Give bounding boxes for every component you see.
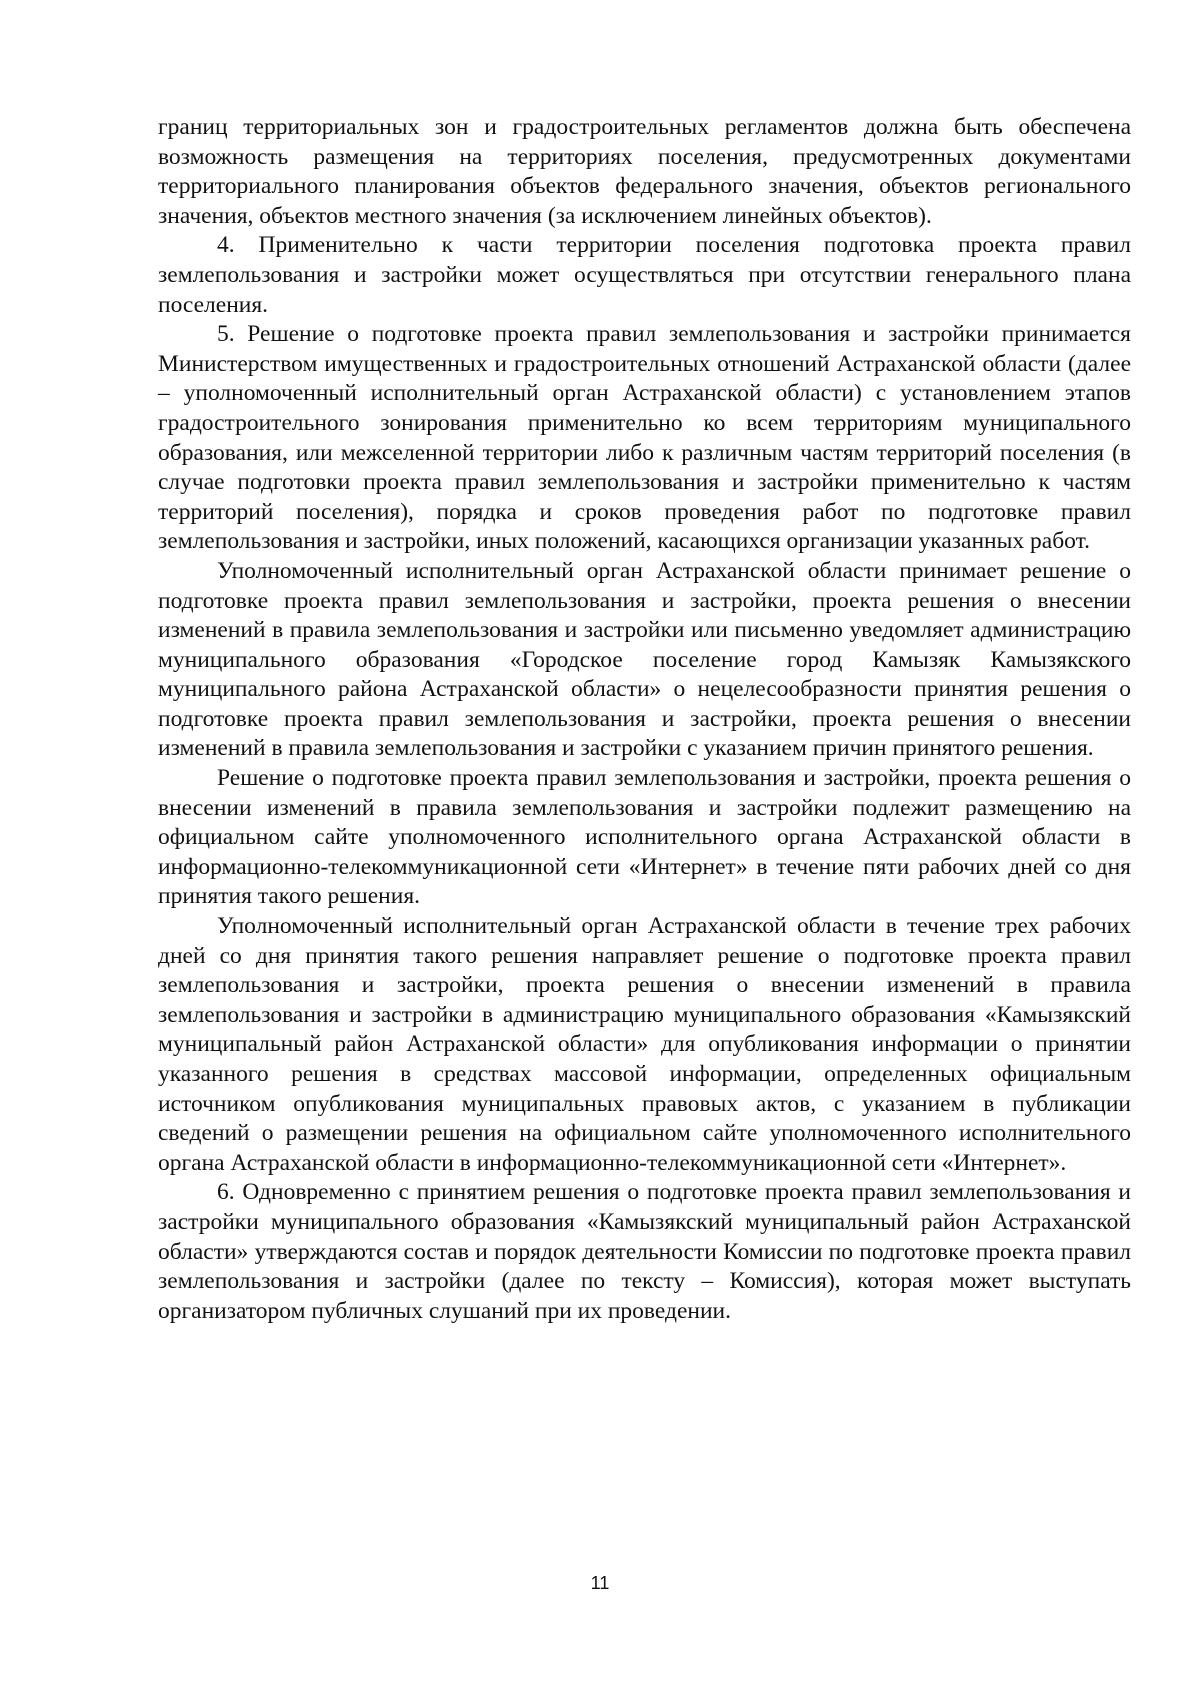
paragraph-item-6: 6. Одновременно с принятием решения о подготовке проекта правил землепользования и застройки муниципального образования «Камызякский муниципальный район Астраханской области» утверждаются состав и порядок деятельности Комиссии по подготовке проекта правил землепользования и застройки (далее по тексту – Комиссия), которая может выступать организатором публичных слушаний при их проведении.	[158, 1179, 1131, 1324]
paragraph-decision-notice: Уполномоченный исполнительный орган Астраханской области принимает решение о подготовке проекта правил землепользования и застройки, проекта решения о внесении изменений в правила землепользования и застройки или письменно уведомляет администрацию муниципального образования «Городское поселение город Камызяк Камызякского муниципального района Астраханской области» о нецелесообразности принятия решения о подготовке проекта правил землепользования и застройки, проекта решения о внесении изменений в правила землепользования и застройки с указанием причин принятого решения.	[158, 557, 1131, 762]
paragraph-publication: Решение о подготовке проекта правил землепользования и застройки, проекта решения о внесении изменений в правила землепользования и застройки подлежит размещению на официальном сайте уполномоченного исполнительного органа Астраханской области в информационно-телекоммуникационной сети «Интернет» в течение пяти рабочих дней со дня принятия такого решения.	[158, 765, 1131, 910]
page-number: 11	[590, 1573, 610, 1593]
document-body	[158, 113, 1131, 1326]
paragraph-continuation: границ территориальных зон и градостроительных регламентов должна быть обеспечена возможность размещения на территориях поселения, предусмотренных документами территориального планирования объектов федерального значения, объектов регионального значения, объектов местного значения (за исключением линейных объектов).	[158, 114, 1131, 229]
paragraph-item-4: 4. Применительно к части территории поселения подготовка проекта правил землепользования и застройки может осуществляться при отсутствии генерального плана поселения.	[158, 232, 1131, 318]
paragraph-forwarding: Уполномоченный исполнительный орган Астраханской области в течение трех рабочих дней со дня принятия такого решения направляет решение о подготовке проекта правил землепользования и застройки, проекта решения о внесении изменений в правила землепользования и застройки в администрацию муниципального образования «Камызякский муниципальный район Астраханской области» для опубликования информации о принятии указанного решения в средствах массовой информации, определенных официальным источником опубликования муниципальных правовых актов, с указанием в публикации сведений о размещении решения на официальном сайте уполномоченного исполнительного органа Астраханской области в информационно-телекоммуникационной сети «Интернет».	[158, 913, 1131, 1176]
paragraph-item-5: 5. Решение о подготовке проекта правил землепользования и застройки принимается Министерством имущественных и градостроительных отношений Астраханской области (далее – уполномоченный исполнительный орган Астраханской области) с установлением этапов градостроительного зонирования применительно ко всем территориям муниципального образования, или межселенной территории либо к различным частям территорий поселения (в случае подготовки проекта правил землепользования и застройки применительно к частям территорий поселения), порядка и сроков проведения работ по подготовке правил землепользования и застройки, иных положений, касающихся организации указанных работ.	[158, 321, 1131, 555]
